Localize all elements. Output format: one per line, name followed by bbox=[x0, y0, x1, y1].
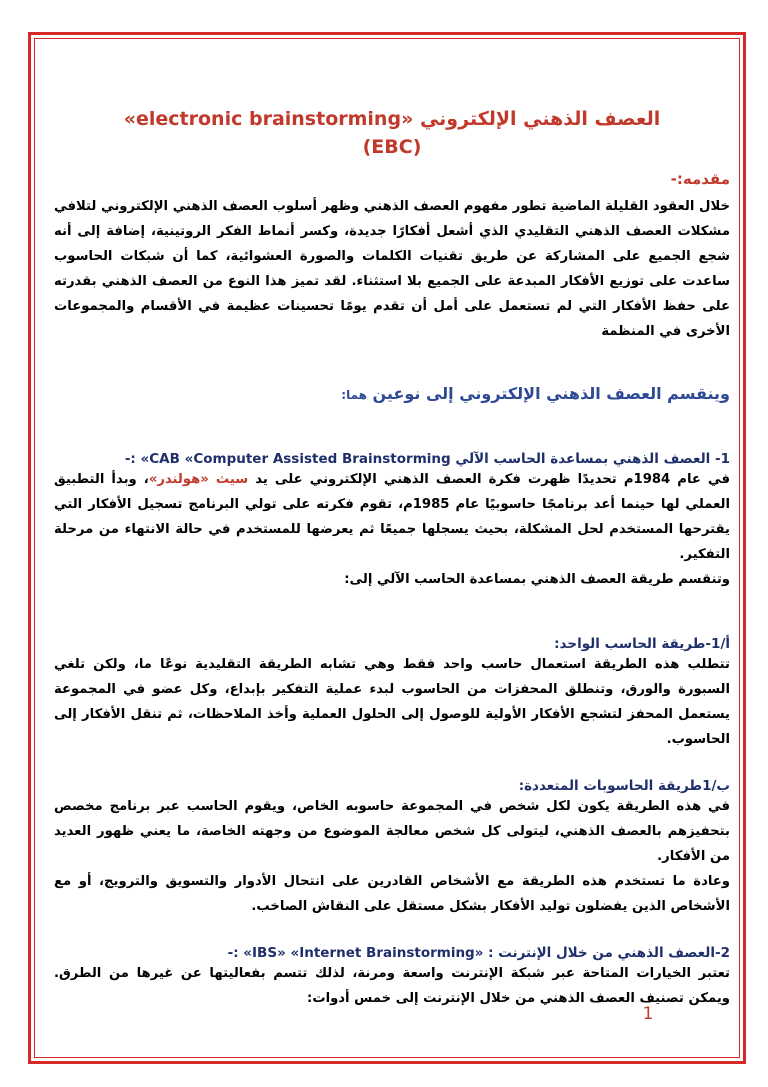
document-subtitle: (EBC) bbox=[362, 136, 422, 158]
page-number: 1 bbox=[642, 1004, 654, 1024]
section1-text-pre: في عام 1984م تحديدًا ظهرت فكرة العصف الذهني الإلكتروني على يد bbox=[255, 472, 730, 487]
section1-text-highlight: سيث «هولندر» bbox=[148, 472, 249, 487]
subsection-b-heading: ب/1طريقة الحاسوبات المتعددة: bbox=[518, 778, 730, 794]
section1-tail: وتنقسم طريقة العصف الذهني بمساعدة الحاسب الآلي إلى: bbox=[344, 572, 730, 587]
section2-paragraph: تعتبر الخيارات المتاحة عبر شبكة الإنترنت واسعة ومرنة، لذلك تتسم بفعاليتها عن غيرها من الطرق. ويمكن تصنيف العصف الذهني من خلال الإنترنت إلى خمس أدوات: bbox=[54, 966, 730, 1006]
section1-heading: 1- العصف الذهني بمساعدة الحاسب الآلي CAB «Computer Assisted Brainstorming» :- bbox=[124, 451, 730, 467]
section1-text-post: ، وبدأ التطبيق العملي لها حينما أعد برنامجًا حاسوبيًا عام 1985م، تقوم فكرته على تولي البرنامج تسجيل الأفكار التي يقترحها المستخدم لحل المشكلة، بحيث يسجلها جميعًا ثم يعرضها للمستخدم في حالة الانتهاء من مرحلة التفكير. bbox=[54, 472, 730, 562]
section2-heading: 2-العصف الذهني من خلال الإنترنت : «IBS» «Internet Brainstorming» :- bbox=[227, 945, 730, 961]
subsection-b-paragraph-2: وعادة ما تستخدم هذه الطريقة مع الأشخاص القادرين على انتحال الأدوار والتسويق والترويج، أو مع الأشخاص الذين يفضلون توليد الأفكار بشكل مستقل على النقاش الصاخب. bbox=[54, 874, 730, 914]
subsection-a-paragraph: تتطلب هذه الطريقة استعمال حاسب واحد فقط وهي تشابه الطريقة التقليدية نوعًا ما، ولكن تلغي السبورة والورق، وتنطلق المحفزات من الحاسوب لبدء عملية التفكير بإبداع، وكل عضو في المجموعة يستعمل المحفز لتشجع الأفكار الأولية للوصول إلى الحلول العملية وأخذ الملاحظات، ثم تنقل الأفكار إلى الحاسوب. bbox=[54, 657, 730, 747]
intro-heading: مقدمه:- bbox=[670, 170, 730, 188]
types-heading-suffix: هما: bbox=[341, 388, 367, 402]
document-body bbox=[54, 108, 730, 1011]
types-heading bbox=[54, 384, 730, 403]
intro-paragraph: خلال العقود القليلة الماضية تطور مفهوم العصف الذهني وظهر أسلوب العصف الذهني الإلكتروني لتلافي مشكلات العصف الذهني التقليدي الذي أشعل أفكارًا جديدة، وكسر أنماط الفكر الروتينية، إضافة إلى أنه شجع الجميع على المشاركة عن طريق تقنيات الكلمات والصورة العشوائية، كما أن شبكات الحاسوب ساعدت على توزيع الأفكار المبدعة على الجميع بلا استثناء. لقد تميز هذا النوع من العصف الذهني بقدرته على حفظ الأفكار التي لم تستعمل على أمل أن تقدم يومًا تحسينات عظيمة في الأقسام والمجموعات الأخرى في المنظمة bbox=[54, 199, 730, 339]
section1-paragraph bbox=[54, 467, 730, 567]
document-title: العصف الذهني الإلكتروني «electronic brainstorming» bbox=[123, 108, 661, 130]
subsection-b-paragraph-1: في هذه الطريقة يكون لكل شخص في المجموعة حاسوبه الخاص، ويقوم الحاسب عبر برنامج مخصص بتحفيزهم بالعصف الذهني، ليتولى كل شخص معالجة الموضوع من وجهته الخاصة، ما يعني ظهور العديد من الأفكار. bbox=[54, 799, 730, 864]
types-heading-main: وينقسم العصف الذهني الإلكتروني إلى نوعين bbox=[372, 384, 730, 403]
subsection-a-heading: أ/1-طريقة الحاسب الواحد: bbox=[554, 636, 730, 652]
